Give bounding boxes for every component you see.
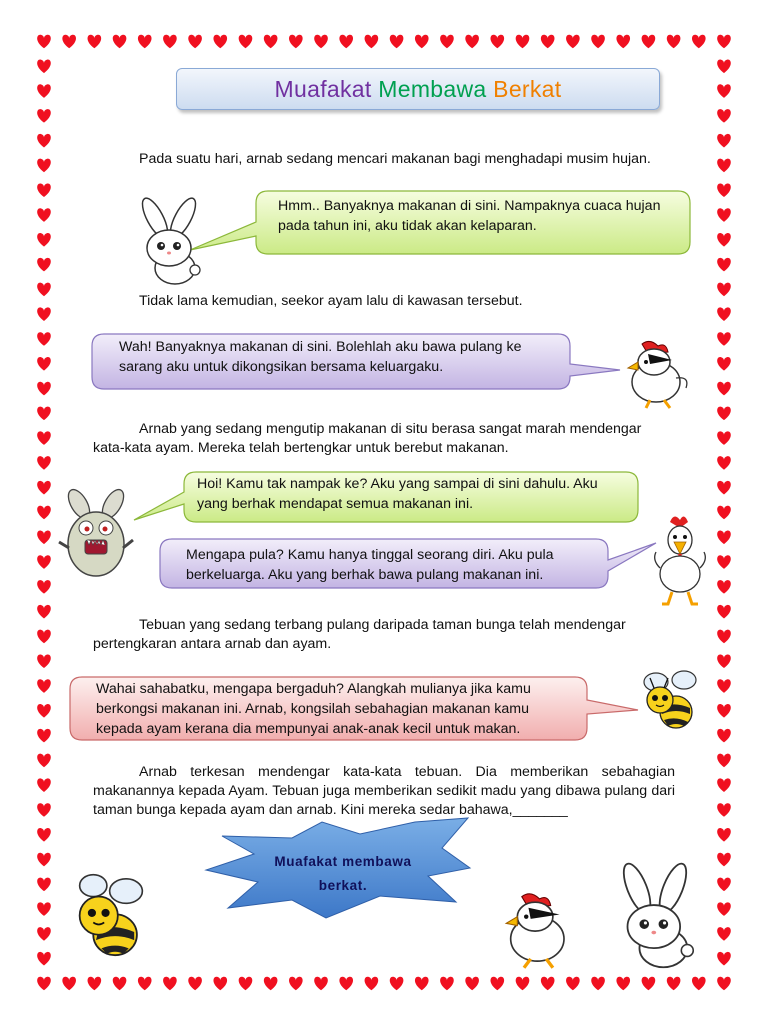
story-paragraph-2: Tidak lama kemudian, seekor ayam lalu di kawasan tersebut. <box>139 293 523 309</box>
bee-illustration-bottom <box>66 872 156 962</box>
rooster-illustration <box>650 512 712 608</box>
title-word-berkat: Berkat <box>493 75 562 102</box>
bee-illustration <box>638 668 704 734</box>
rabbit-cute-illustration-bottom <box>600 862 710 972</box>
title-word-muafakat: Muafakat <box>274 75 372 102</box>
title-word-membawa: Membawa <box>378 75 487 102</box>
rabbit-cute-illustration <box>125 196 215 288</box>
chicken-illustration-bottom <box>494 890 584 970</box>
angry-rabbit-illustration <box>55 488 137 580</box>
story-paragraph-3: Arnab yang sedang mengutip makanan di situ berasa sangat marah mendengar kata-kata ayam. Mereka telah bertengkar untuk berebut makanan. <box>93 421 642 456</box>
story-paragraph-4: Tebuan yang sedang terbang pulang daripada taman bunga telah mendengar pertengkaran antara arnab dan ayam. <box>93 617 626 652</box>
moral-text: Muafakat membawa berkat. <box>274 854 412 893</box>
bubble-text-chicken-2: Mengapa pula? Kamu hanya tinggal seorang diri. Aku pula berkeluarga. Aku yang berhak bawa pulang makanan ini. <box>186 547 554 583</box>
chicken-illustration <box>620 338 695 410</box>
bubble-text-rabbit-2: Hoi! Kamu tak nampak ke? Aku yang sampai di sini dahulu. Aku yang berhak mendapat semua makanan ini. <box>197 476 598 512</box>
bubble-text-bee: Wahai sahabatku, mengapa bergaduh? Alangkah mulianya jika kamu berkongsi makanan ini. Arnab, kongsilah sebahagian makanan kamu kepada ayam kerana dia mempunyai anak-anak kecil untuk makan. <box>96 681 531 737</box>
story-paragraph-5: Arnab terkesan mendengar kata-kata tebuan. Dia memberikan sebahagian makanannya kepada Ayam. Tebuan juga memberikan sedikit madu yang dibawa pulang dari taman bunga kepada ayam dan arnab. Kini mereka sedar bahawa,_______ <box>93 764 675 818</box>
bubble-text-rabbit-1: Hmm.. Banyaknya makanan di sini. Nampaknya cuaca hujan pada tahun ini, aku tidak akan kelaparan. <box>278 198 661 234</box>
story-paragraph-1: Pada suatu hari, arnab sedang mencari makanan bagi menghadapi musim hujan. <box>139 151 651 167</box>
bubble-text-chicken-1: Wah! Banyaknya makanan di sini. Bolehlah aku bawa pulang ke sarang aku untuk dikongsikan bersama keluargaku. <box>119 339 522 375</box>
